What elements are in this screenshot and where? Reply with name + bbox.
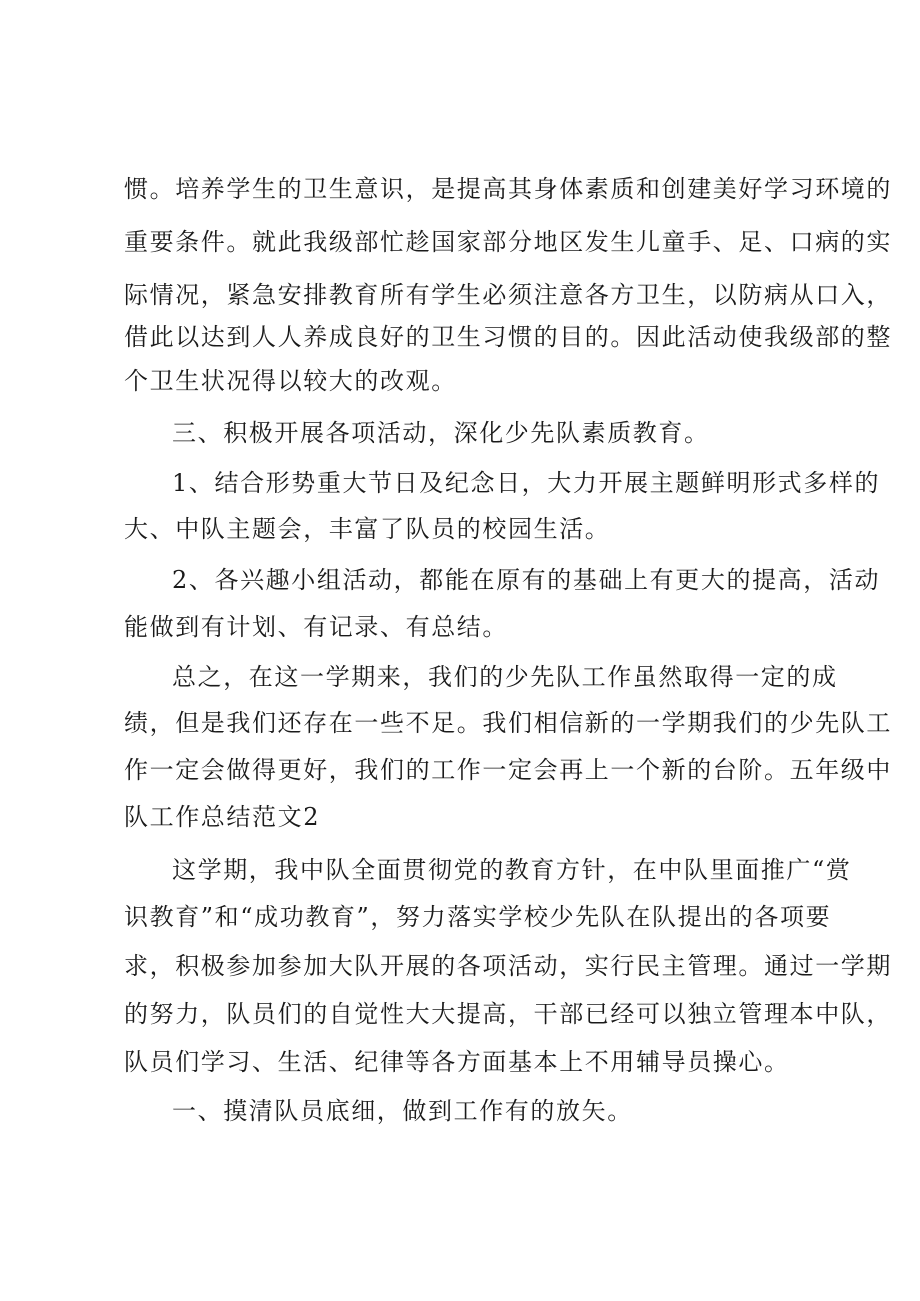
paragraph-line: 重要条件。就此我级部忙趁国家部分地区发生儿童手、足、口病的实: [124, 228, 892, 256]
summary-line: 绩，但是我们还存在一些不足。我们相信新的一学期我们的少先队工: [124, 709, 892, 737]
paragraph-line: 借此以达到人人养成良好的卫生习惯的目的。因此活动使我级部的整: [124, 323, 892, 351]
list-item-one-line: 1、结合形势重大节日及纪念日，大力开展主题鲜明形式多样的: [172, 469, 881, 497]
paragraph-line: 际情况，紧急安排教育所有学生必须注意各方卫生，以防病从口入，: [124, 281, 892, 309]
list-item-two-line: 2、各兴趣小组活动，都能在原有的基础上有更大的提高，活动: [172, 566, 881, 594]
paragraph-line: 求，积极参加参加大队开展的各项活动，实行民主管理。通过一学期: [124, 952, 892, 980]
summary-line: 总之，在这一学期来，我们的少先队工作虽然取得一定的成: [172, 663, 838, 691]
list-item-one-line: 大、中队主题会，丰富了队员的校园生活。: [124, 515, 611, 543]
list-item-two-line: 能做到有计划、有记录、有总结。: [124, 613, 508, 641]
paragraph-line: 的努力，队员们的自觉性大大提高，干部已经可以独立管理本中队，: [124, 1000, 892, 1028]
summary-line: 作一定会做得更好，我们的工作一定会再上一个新的台阶。五年级中: [124, 756, 892, 784]
section-heading-three: 三、积极开展各项活动，深化少先队素质教育。: [172, 419, 710, 447]
paragraph-line: 这学期，我中队全面贯彻党的教育方针，在中队里面推广“赏: [172, 856, 852, 884]
section-heading-one: 一、摸清队员底细，做到工作有的放矢。: [172, 1097, 633, 1125]
paragraph-line: 个卫生状况得以较大的改观。: [124, 367, 457, 395]
paragraph-line: 识教育”和“成功教育”，努力落实学校少先队在队提出的各项要: [124, 903, 832, 931]
summary-line: 队工作总结范文2: [124, 803, 321, 831]
paragraph-line: 队员们学习、生活、纪律等各方面基本上不用辅导员操心。: [124, 1048, 790, 1076]
paragraph-line: 惯。培养学生的卫生意识，是提高其身体素质和创建美好学习环境的: [124, 175, 892, 203]
